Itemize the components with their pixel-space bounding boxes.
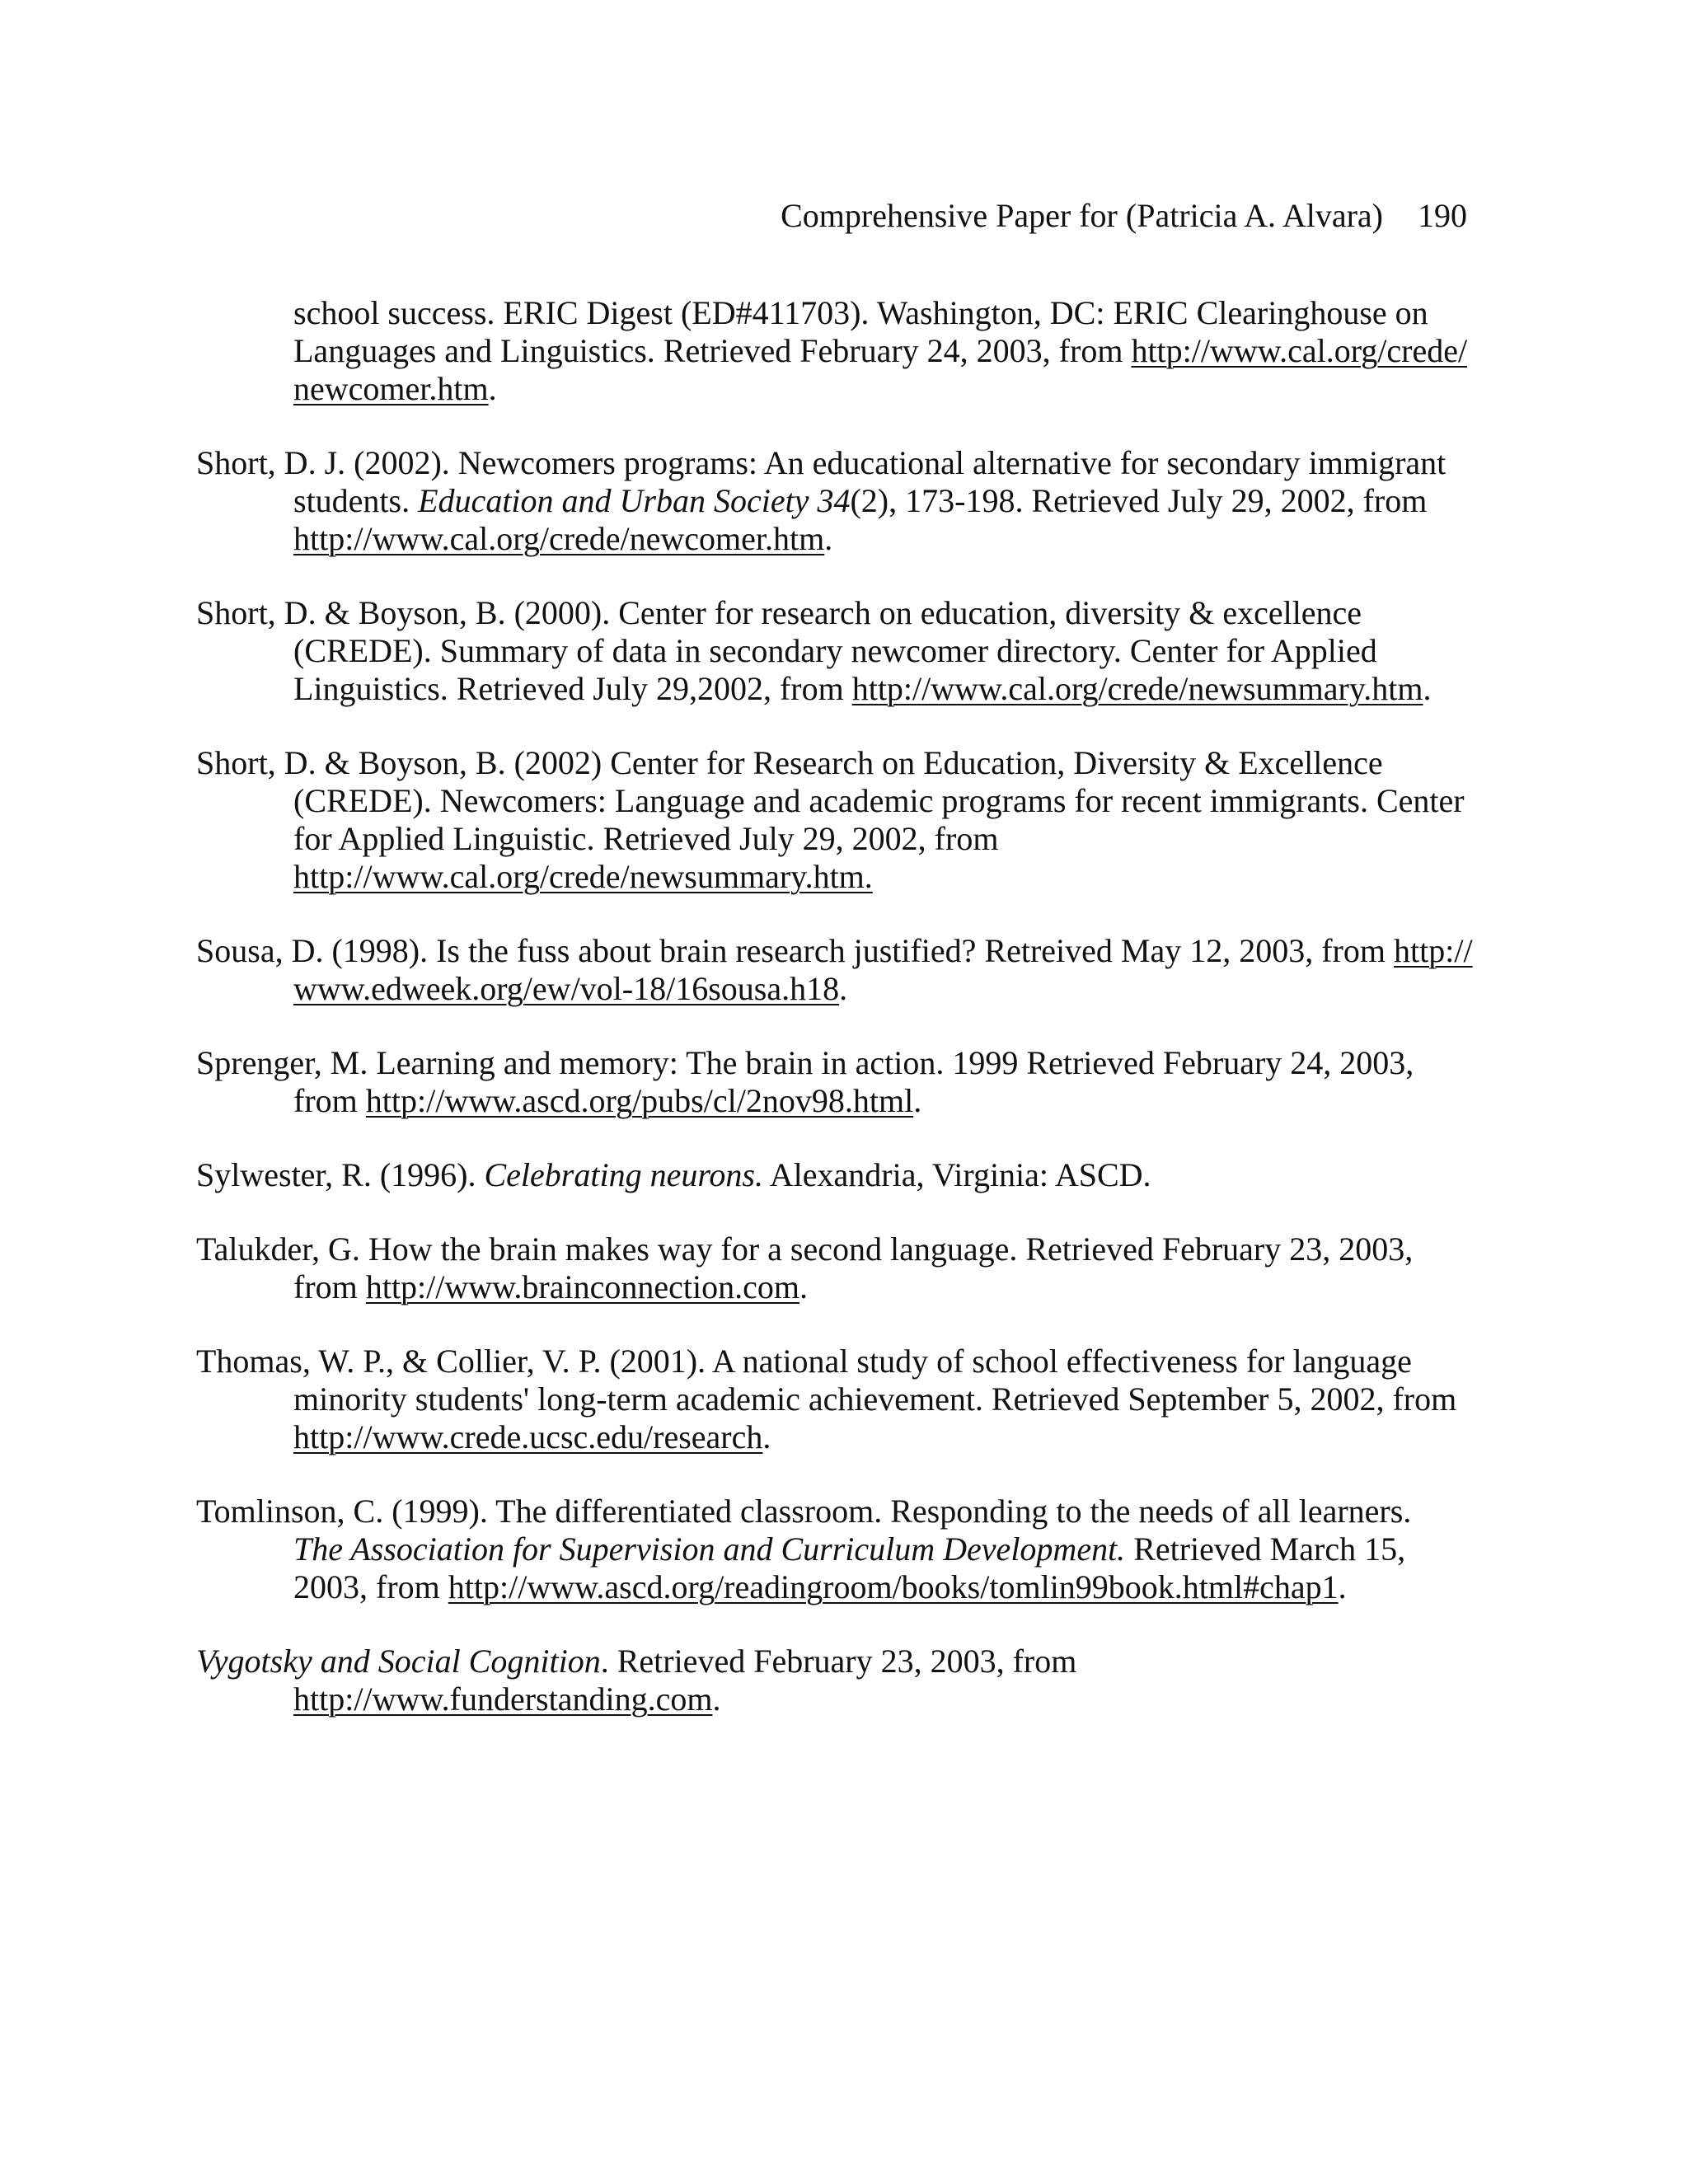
reference-line <box>293 782 1474 820</box>
reference-text: . Retrieved February 23, 2003, from <box>600 1643 1077 1680</box>
reference-text: Sylwester, R. (1996). <box>196 1156 485 1193</box>
reference-entry <box>196 1044 1474 1120</box>
reference-entry <box>196 1230 1474 1306</box>
reference-text: minority students' long-term academic achievement. Retrieved September 5, 2002, from <box>293 1380 1457 1418</box>
reference-text: Languages and Linguistics. Retrieved February 24, 2003, from <box>293 332 1132 369</box>
reference-line <box>293 482 1474 520</box>
reference-line <box>196 1230 1474 1268</box>
reference-text: school success. ERIC Digest (ED#411703). Washington, DC: ERIC Clearinghouse on <box>293 294 1428 331</box>
reference-text: for Applied Linguistic. Retrieved July 29, 2002, from <box>293 820 999 857</box>
reference-entry <box>196 744 1474 896</box>
reference-url[interactable]: http://www.funderstanding.com <box>293 1680 713 1718</box>
reference-text: Short, D. & Boyson, B. (2000). Center for research on education, diversity & excellence <box>196 594 1362 631</box>
reference-line <box>196 1643 1474 1680</box>
reference-line <box>293 1530 1474 1568</box>
reference-text: Short, D. & Boyson, B. (2002) Center for Research on Education, Diversity & Excellence <box>196 744 1383 781</box>
reference-line <box>196 932 1474 970</box>
reference-line <box>196 744 1474 782</box>
reference-text: . <box>839 970 848 1007</box>
reference-text: 2003, from <box>293 1568 448 1605</box>
reference-italic-title: Education and Urban Society 34 <box>418 482 851 519</box>
reference-line <box>293 1268 1474 1306</box>
reference-line <box>196 1343 1474 1380</box>
reference-text: Sousa, D. (1998). Is the fuss about brain research justified? Retreived May 12, 2003, from <box>196 932 1394 969</box>
reference-entry <box>196 1156 1474 1194</box>
reference-line <box>293 1380 1474 1418</box>
reference-line <box>293 294 1474 332</box>
reference-text: Short, D. J. (2002). Newcomers programs: An educational alternative for secondary immigrant <box>196 444 1447 481</box>
reference-text: Sprenger, M. Learning and memory: The brain in action. 1999 Retrieved February 24, 2003, <box>196 1044 1414 1081</box>
page-number: 190 <box>1418 197 1467 234</box>
reference-italic-title: The Association for Supervision and Curriculum Development. <box>293 1530 1126 1568</box>
reference-url[interactable]: http://www.ascd.org/readingroom/books/tomlin99book.html#chap1 <box>448 1568 1339 1605</box>
reference-text: . <box>762 1418 771 1455</box>
reference-url[interactable]: http://www.cal.org/crede/newcomer.htm <box>293 520 825 557</box>
reference-url[interactable]: http://www.cal.org/crede/ <box>1131 332 1468 369</box>
reference-text: . <box>712 1680 721 1718</box>
reference-line <box>293 1418 1474 1456</box>
reference-entry <box>196 294 1474 408</box>
reference-url[interactable]: newcomer.htm <box>293 370 489 407</box>
reference-url[interactable]: http://www.cal.org/crede/newsummary.htm <box>851 670 1423 707</box>
running-title: Comprehensive Paper for (Patricia A. Alvara) <box>781 197 1383 234</box>
reference-url[interactable]: http:// <box>1394 932 1473 969</box>
reference-url[interactable]: www.edweek.org/ew/vol-18/16sousa.h18 <box>293 970 840 1007</box>
reference-url[interactable]: http://www.brainconnection.com <box>365 1268 799 1305</box>
reference-text: Tomlinson, C. (1999). The differentiated classroom. Responding to the needs of all learners. <box>196 1493 1412 1530</box>
reference-text: . <box>1423 670 1432 707</box>
reference-entry <box>196 932 1474 1008</box>
reference-text: . <box>913 1082 922 1119</box>
reference-text: . <box>488 370 497 407</box>
reference-text: Thomas, W. P., & Collier, V. P. (2001). A national study of school effectiveness for language <box>196 1343 1412 1380</box>
reference-entry <box>196 1643 1474 1718</box>
reference-text: Retrieved March 15, <box>1125 1530 1406 1568</box>
reference-line <box>293 858 1474 896</box>
reference-line <box>293 670 1474 708</box>
reference-text: (CREDE). Newcomers: Language and academic programs for recent immigrants. Center <box>293 782 1465 819</box>
reference-line <box>293 970 1474 1008</box>
reference-list <box>196 294 1474 1755</box>
reference-text: (2), 173-198. Retrieved July 29, 2002, from <box>850 482 1428 519</box>
reference-line <box>293 1082 1474 1120</box>
reference-italic-title: Vygotsky and Social Cognition <box>196 1643 601 1680</box>
reference-line <box>196 1493 1474 1530</box>
reference-url[interactable]: http://www.ascd.org/pubs/cl/2nov98.html <box>365 1082 914 1119</box>
reference-line <box>293 370 1474 408</box>
reference-text: students. <box>293 482 419 519</box>
reference-entry <box>196 444 1474 558</box>
reference-line <box>196 444 1474 482</box>
reference-entry <box>196 1493 1474 1606</box>
reference-entry <box>196 594 1474 708</box>
reference-text: from <box>293 1268 366 1305</box>
reference-line <box>293 820 1474 858</box>
reference-line <box>293 332 1474 370</box>
running-header <box>781 196 1467 236</box>
reference-text: . <box>799 1268 808 1305</box>
reference-url[interactable]: http://www.cal.org/crede/newsummary.htm. <box>293 858 873 895</box>
reference-text: (CREDE). Summary of data in secondary newcomer directory. Center for Applied <box>293 632 1377 669</box>
reference-italic-title: Celebrating neurons. <box>484 1156 763 1193</box>
reference-line <box>293 1680 1474 1718</box>
reference-text: Talukder, G. How the brain makes way for a second language. Retrieved February 23, 2003, <box>196 1230 1414 1268</box>
reference-line <box>293 1568 1474 1606</box>
reference-text: . <box>1338 1568 1347 1605</box>
reference-line <box>196 594 1474 632</box>
reference-text: Linguistics. Retrieved July 29,2002, from <box>293 670 852 707</box>
reference-line <box>196 1044 1474 1082</box>
reference-text: from <box>293 1082 366 1119</box>
reference-entry <box>196 1343 1474 1456</box>
reference-line <box>293 632 1474 670</box>
reference-text: . <box>824 520 833 557</box>
reference-line <box>293 520 1474 558</box>
reference-text: Alexandria, Virginia: ASCD. <box>762 1156 1151 1193</box>
reference-url[interactable]: http://www.crede.ucsc.edu/research <box>293 1418 763 1455</box>
reference-line <box>196 1156 1474 1194</box>
